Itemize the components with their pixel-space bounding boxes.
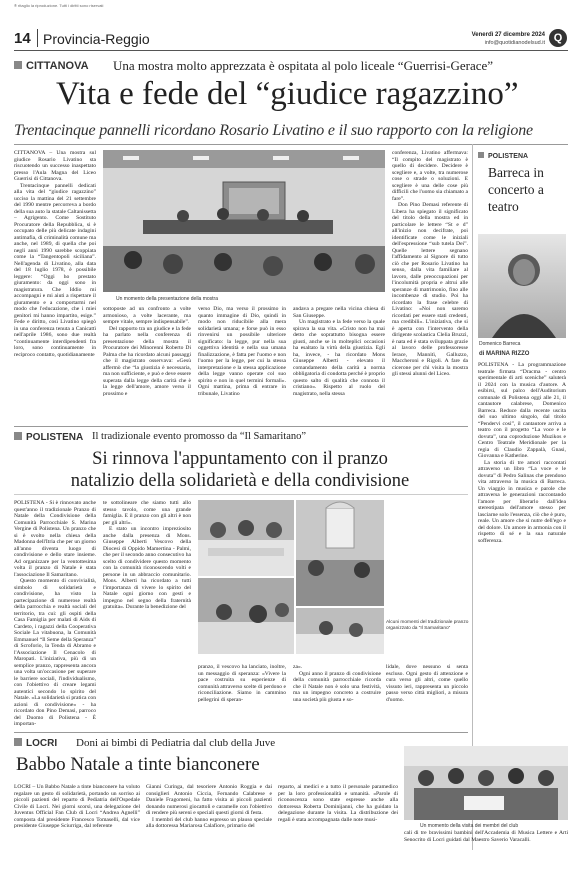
article3-kicker-place: LOCRI	[26, 738, 58, 749]
article1-column-4	[293, 306, 385, 422]
article2-title-line-1: Si rinnova l'appuntamento con il pranzo	[92, 449, 388, 469]
sidebar-photo-caption: Domenico Barreca	[479, 341, 521, 347]
paragraph: La storia di tre amori raccontati attraverso un libro “La voce e le dovuta” di Pedro Salinas che prendono vita attraverso la musica di Barreca. Un viaggio in musica e parole che attraversa le generazioni raccontando l'amore per liberarlo dall'idea stereotipata dell'amore stesso per lasciarne solo l'essenza, ciò che è puro, reale. Un amore che si nutre dell'ego e del dolore. Un amore in armonia con il rispetto di sé e la sua naturale sofferenza.	[478, 459, 566, 544]
article3-photo-caption: Un momento della visita dei membri del club	[420, 823, 519, 829]
sidebar-title: Barreca in concerto a teatro	[488, 165, 544, 214]
article2-title	[30, 448, 450, 492]
paragraph: pranzo, il vescovo ha lanciato, inoltre, un messaggio di speranza: «Vivere la pace costruita su esperienze di comunità attraverso scelte di perdono e riconciliazione. Siamo in cammino pellegrini di speran-	[198, 664, 286, 703]
paragraph: I membri del club hanno espresso un plauso speciale alla dottoressa Mariarosa Calafiore, primario del	[146, 816, 272, 829]
article1-photo-caption: Un momento della presentazione della mostra	[116, 296, 218, 302]
kicker-square-icon	[478, 152, 484, 158]
article3-column-1	[14, 784, 140, 850]
paragraph: andava a pregare nella vicina chiesa di San Giuseppe.	[293, 306, 385, 319]
sidebar-kicker-text: POLISTENA	[488, 153, 529, 160]
article3-kicker	[14, 738, 57, 749]
paragraph: Trentacinque pannelli dedicati alla vita del “giudice ragazzino” ucciso la mattina del 21 settembre del 1990 mentre percorreva a bordo della sua auto la statale Caltanissetta – Agrigento. Come Sostituto Procuratore della Repubblica, si è occupato delle più delicate indagini antimafia, di criminalità comune ma anche, nel 1989, di quella che poi negli anni 1990 sarebbe scoppiata come la “Tangentopoli siciliana”. Nell'agenda di Livatino, alla data del 18 luglio 1978, è possibile leggere: “Oggi ho prestato giuramento: da oggi sono in magistratura. Che Iddio mi accompagni e mi aiuti a rispettare il giuramento e a comportarmi nel modo che l'educazione, che i miei genitori mi hanno impartito, esige.” Fede e diritto, così Livatino spiegò in una conferenza tenuta a Canicattì nell'aprile 1986, sono due realtà “continuamente interdipendenti fra loro, sono continuamente in reciproco contatto, quotidianamente	[14, 182, 96, 358]
paragraph: verso Dio, ma verso il prossimo in quanto immagine di Dio, quindi in modo non riducibile alla mera solidarietà umana; e forse può in esso rinvenirsi un possibile ulteriore significato: la legge, pur nella sua oggettiva identità e nella sua umana finalizzazione, è fatta per l'uomo e non l'uomo per la legge, per cui la stessa interpretazione e la stessa applicazione della legge vanno operate col suo spirito e non in quel termini formali». Ogni mattina, prima di entrare in tribunale, Livatino	[198, 306, 286, 397]
paragraph: Questo momento di convivialità, simbolo di solidarietà e condivisione, ha visto la partecipazione di numerose realtà della parrocchia e realtà sociali del territorio, tra cui: gli ospiti della Casa Famiglia per malati di Aids di Cardeto, i ragazzi della Cooperativa Sociale La vitabuona, la Comunità Emmanuel “Il Seme della Speranza” di Scroforio, la Tenda di Abramo e l'Associazione Il Cenacolo di Maropati. L'iniziativa, più di un semplice pranzo, rappresenta ancora una volta un'occasione per superare le barriere sociali, l'individualismo, con l'obiettivo di creare legami autentici secondo lo spirito del Natale. «La solidarietà si pratica con azioni di condivisione» - ha ricordato don Pino Demasi, parroco del Duomo di Polistena - È importan-	[14, 578, 96, 727]
sidebar-byline	[479, 351, 529, 357]
article2-column-1	[14, 500, 96, 828]
article3-kicker-text: Doni ai bimbi di Pediatria dal club della Juve	[76, 737, 276, 749]
article1-kicker-text: Una mostra molto apprezzata è ospitata al polo liceale “Guerrisi-Gerace”	[113, 58, 494, 73]
lunch-photo-1-art	[198, 500, 294, 576]
paragraph: Gianni Curinga, dal tesoriere Antonio Roggia e dai consiglieri Antonio Ciccia, Fernando Calabrese e Daniele Fragomeni, ha fatto visita ai piccoli pazienti donando numerosi giocattoli e caramelle con l'obiettivo di rendere più sereni e speciali questi giorni di festa.	[146, 784, 272, 816]
paragraph: lidale, dove nessuno si senta escluso. Ogni gesto di attenzione e cura verso gli altri, come quello vissuto ieri, rappresenta un piccolo passo verso città migliori, a misura d'uomo.	[386, 664, 468, 703]
article1-column-3	[198, 306, 286, 422]
article3-column-2	[146, 784, 272, 850]
page-number: 14	[14, 30, 31, 47]
paragraph: Don Pino Demasi referente di Libera ha spiegato il significato del titolo della mostra ed in particolare le lettere “St e d” all'inizio non decifrate, poi identificate come le iniziali dell'espressione “sub tutela Dei”. Quelle lettere segnano l'affidamento al Signore di tutto ciò che per Rosario Livatino ha senso, dalla vita familiare al lavoro, dalle preoccupazioni per l'incolumità propria e altrui alle speranze di matrimonio, fino alle incombenze di studio. Poi ha ricordato la frase celebre di Livatino: «Noi non saremo ricordati per essere stati credenti, ma credibili». L'iniziativa, che si è aperta con l'intervento della dirigente scolastica Clelia Bruzzì, è nata ed è stata sviluppata grazie al lavoro delle professoresse Ierace, Mannitì, Galluzzo, Maccheroni e Rigoli. A fare da cicerone per chi visita la mostra gli stessi alunni del Liceo.	[392, 202, 468, 377]
article2-title-line-2: natalizio della solidarietà e della condivisione	[70, 471, 410, 491]
lunch-photo-3-art	[198, 578, 294, 654]
musician-photo	[478, 234, 566, 338]
contact-email: info@quotidianodelsud.it	[484, 40, 545, 46]
lunch-photo-4-art	[296, 608, 384, 654]
sidebar-divider	[472, 144, 473, 850]
byline-name: MARINA RIZZO	[486, 351, 530, 357]
paragraph: sottoposte ad un confronto a volte armonioso, a volte lacerante, ma sempre vitale, sempre indispensabile”.	[103, 306, 191, 325]
paragraph: cali di tre bravissimi bambini dell'Accademia di Musica Lettere e Arti Senocrito di Locri guidati dal Maestro Saverio Varacalli.	[404, 830, 568, 843]
conference-photo-art	[103, 150, 385, 292]
article2-kicker-text: Il tradizionale evento promosso da “Il Samaritano”	[92, 431, 307, 442]
newspaper-logo: Q	[549, 29, 567, 47]
article1-column-5	[392, 150, 468, 422]
article2-photo-caption: Alcuni momenti del tradizionale pranzo organizzato da “Il Samaritano”	[386, 620, 469, 631]
paragraph: POLISTENA - La programmazione teatrale firmata “Dracma - centro sperimentale di arti sceniche” saluterà il 2024 con la musica d'autore. A esibirsi, sul palco dell'Auditorium comunale di Polistena oggi alle 21, il cantautore calabrese, Domenico Barreca. Reduce dalla recente uscita del suo ultimo singolo, dal titolo “Pendervi così”, il cantautore arriva a teatro con il progetto “La voce e le dovuta”, una coproduzione Muzikos e Centro Teatrale Meridionale per la regia di Claudio Zappalà, Gnasi, Giovanna e Katherine.	[478, 362, 566, 459]
article1-column-2	[103, 306, 191, 422]
paragraph: POLISTENA - Si è rinnovato anche quest'anno il tradizionale Pranzo di Natale della Condivisione della Comunità Parrocchiale S. Marina Vergine di Polistena. Un pranzo che si è svolto nella chiesa della Madonna dell'Itria che per un giorno all'anno diventa luogo di condivisione e dello stare insieme. Ad organizzare per la ventottesima volta il pranzo di Natale è stata l'associazione Il Samaritano.	[14, 500, 96, 578]
conference-photo	[103, 150, 385, 292]
lunch-photo-2	[296, 500, 384, 606]
sidebar-kicker	[478, 152, 528, 160]
header-rule	[14, 50, 568, 51]
musician-photo-art	[478, 234, 566, 338]
article3-column-4	[404, 830, 568, 850]
header-divider	[37, 29, 38, 47]
paragraph: conferenza, Livatino affermava: “Il compito del magistrato è quello di decidere. Decidere è scegliere e, a volte, tra numerose cose o strade o soluzioni. E scegliere è una delle cose più difficili che l'uomo sia chiamato a fare”.	[392, 150, 468, 202]
lunch-photo-1	[198, 500, 294, 576]
article1-kicker	[14, 60, 89, 72]
article3-rule	[14, 732, 468, 733]
article3-column-3	[278, 784, 398, 850]
issue-date: Venerdì 27 dicembre 2024	[471, 32, 545, 38]
byline-prefix: di	[479, 351, 485, 357]
kicker-square-icon	[14, 738, 22, 746]
paragraph: CITTANOVA – Una mostra sul giudice Rosario Livatino sta riscuotendo un successo inaspettato presso l'Aula Magna del Liceo Guerrisi di Cittanova.	[14, 150, 96, 182]
article1-column-1	[14, 150, 96, 422]
lunch-photo-4	[296, 608, 384, 654]
article1-subtitle: Trentacinque pannelli ricordano Rosario Livatino e il suo rapporto con la religione	[14, 122, 533, 139]
article2-column-2	[103, 500, 191, 666]
kicker-square-icon	[14, 432, 22, 440]
article1-title: Vita e fede del “giudice ragazzino”	[56, 76, 519, 112]
article2-title-rule	[14, 494, 468, 495]
article2-kicker-place: POLISTENA	[26, 432, 84, 443]
paragraph: za».	[293, 664, 303, 670]
lunch-photo-2-art	[296, 500, 384, 606]
paragraph: reparto, ai medici e a tutto il personale paramedico per la loro professionalità e umanità. «Parole di riconoscenza sono state espresse anche alla dottoressa Roberta Dominijanni, che ha guidato la delegazione durante la visita. La distribuzione dei regali è stata accompagnata dalle note musi-	[278, 784, 398, 823]
article1-kicker-place: CITTANOVA	[26, 60, 89, 72]
paragraph: te sottolineare che siamo tutti allo stesso tavolo, come una grande famiglia. E il pranzo con gli altri è non per gli altri».	[103, 500, 191, 526]
section-name: Provincia-Reggio	[43, 31, 150, 47]
article2-kicker	[14, 432, 83, 443]
paragraph: Del rapporto tra un giudice e la fede ha parlato nella conferenza di presentazione della mostra il Procuratore dei Minorenni Roberto Di Palma che ha ricordato alcuni passaggi che il magistrato osservava: «Gesù affermò che “la giustizia è necessaria, ma non sufficiente, e può e deve essere superata dalla legge della carità che è la legge dell'amore, amore verso il prossimo e	[103, 325, 191, 397]
copyright-note: ® ritaglio la riproduzione. Tutti i diritti sono riservati	[14, 3, 104, 8]
kicker-square-icon	[14, 61, 22, 69]
paragraph: E stato un incontro impreziosito anche dalla presenza di Mons. Giuseppe Alberti Vescovo della Diocesi di Oppido Mamertina - Palmi, che per il secondo anno consecutivo ha scelto di condividere questo momento con la comunità riconoscendo volti e persone in un abbraccio comunitario. Mons. Alberti ha ricordato a tutti l'importanza di vivere lo spirito del Natale ogni giorno con gesti e impegno nel segno della fraternità gratuita». Durante la benedizione del	[103, 526, 191, 610]
paragraph: LOCRI – Un Babbo Natale a tinte bianconere ha voluto regalare un gesto di solidarietà, portando un sorriso ai piccoli pazienti del reparto di Pediatria dell'Ospedale Civile di Locri. Nei giorni scorsi, una delegazione del Juventus Official Fan Club di Locri “Andrea Agnelli” composta dal presidente Francesco Tomaselli, dal vice presidente Giuseppe Sciurriga, dal referente	[14, 784, 140, 829]
lunch-photo-3	[198, 578, 294, 654]
article1-rule	[14, 144, 568, 145]
club-visit-photo	[404, 746, 568, 820]
article2-rule	[14, 426, 468, 427]
paragraph: Un magistrato e la fede verso la quale spirava la sua vita. «Cristo non ha mai detto che soprattutto bisogna essere giusti, anche se in molteplici occasioni ha esaltato la virtù della giustizia. Egli ha, invece, - ha ricordato Mons Giuseppe Alberti - elevato il comandamento della carità a norma obbligatoria di condotta perché è proprio questo salto di qualità che connota il cristiano». Rispetto al ruolo del magistrato, nella stessa	[293, 319, 385, 397]
club-visit-photo-art	[404, 746, 568, 820]
article3-title: Babbo Natale a tinte bianconere	[16, 754, 260, 775]
paragraph: Ogni anno il pranzo di condivisione della comunità parrocchiale ricorda che il Natale non è solo una festività, ma un impegno concreto a costruire una società più giusta e so-	[293, 670, 381, 703]
